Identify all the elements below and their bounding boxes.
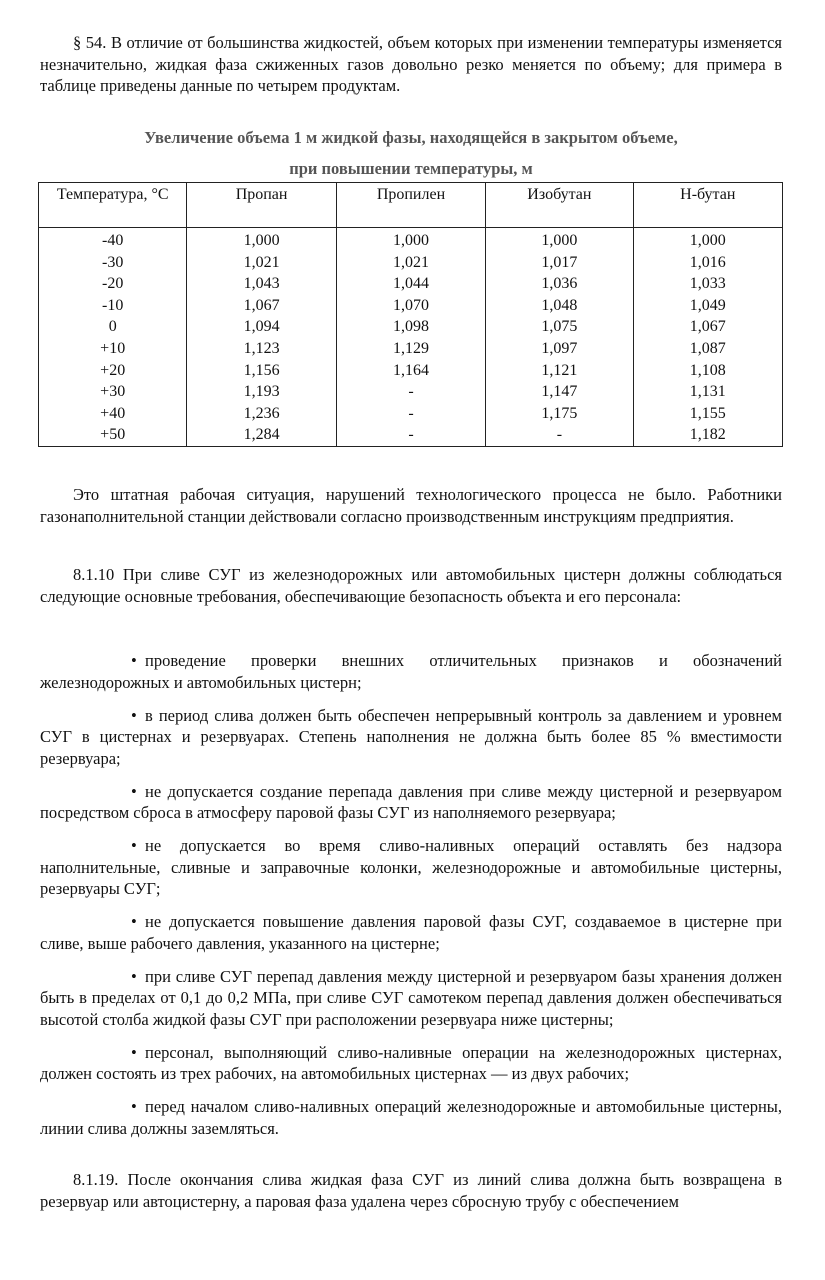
list-item (40, 911, 782, 954)
table-cell: 1,131 (633, 381, 782, 403)
table-cell: - (336, 403, 485, 425)
table-cell: 1,016 (633, 252, 782, 274)
table-row (39, 403, 783, 425)
table-cell: 1,094 (187, 316, 336, 338)
table-cell: - (486, 424, 633, 446)
table-cell: 1,156 (187, 360, 336, 382)
header-n-butane: Н-бутан (633, 183, 782, 228)
table-cell: 1,147 (486, 381, 633, 403)
table-row (39, 316, 783, 338)
bullet-icon: • (131, 781, 137, 801)
table-cell: 1,067 (187, 295, 336, 317)
list-item (40, 705, 782, 770)
table-cell: 1,098 (336, 316, 485, 338)
table-cell: +10 (39, 338, 187, 360)
table-cell: 0 (39, 316, 187, 338)
requirements-list (40, 650, 782, 1151)
list-item-text: в период слива должен быть обеспечен непрерывный контроль за давлением и уровнем СУГ в цистернах и резервуарах. Степень наполнения не должна быть более 85 % вместимости резервуара; (40, 705, 782, 768)
table-cell: 1,123 (187, 338, 336, 360)
header-temperature: Температура, °С (39, 183, 187, 228)
table-caption-line1: Увеличение объема 1 м жидкой фазы, находящейся в закрытом объеме, (144, 128, 678, 147)
table-cell: 1,108 (633, 360, 782, 382)
table-cell: 1,284 (187, 424, 336, 446)
table-cell: +50 (39, 424, 187, 446)
list-item-text: не допускается повышение давления паровой фазы СУГ, создаваемое в цистерне при сливе, выше рабочего давления, указанного на цистерне; (40, 912, 782, 953)
table-cell: 1,236 (187, 403, 336, 425)
table-cell: -20 (39, 273, 187, 295)
list-item (40, 966, 782, 1031)
table-row (39, 360, 783, 382)
table-cell: +20 (39, 360, 187, 382)
table-cell: 1,193 (187, 381, 336, 403)
table-cell: 1,000 (486, 228, 633, 252)
table-cell: - (336, 424, 485, 446)
bullet-icon: • (131, 836, 137, 855)
table-cell: 1,164 (336, 360, 485, 382)
table-cell: 1,021 (336, 252, 485, 274)
table-cell: 1,129 (336, 338, 485, 360)
table-cell: -10 (39, 295, 187, 317)
intro-paragraph: § 54. В отличие от большинства жидкостей, объем которых при изменении температуры изменяется незначительно, жидкая фаза сжиженных газов довольно резко меняется по объему; для примера в таблице приведены данные по четырем продуктам. (40, 33, 782, 95)
list-item-text: при сливе СУГ перепад давления между цистерной и резервуаром базы хранения должен быть в пределах от 0,1 до 0,2 МПа, при сливе СУГ самотеком перепад давления должен обеспечиваться высотой столба жидкой фазы СУГ при расположении резервуара ниже цистерны; (40, 966, 782, 1029)
table-body (39, 228, 783, 447)
table-cell: 1,048 (486, 295, 633, 317)
table-cell: 1,067 (633, 316, 782, 338)
list-item-text: перед началом сливо-наливных операций железнодорожные и автомобильные цистерны, линии слива должны заземляться. (40, 1097, 782, 1138)
table-row (39, 228, 783, 252)
table-cell: 1,075 (486, 316, 633, 338)
table-caption-line2: при повышении температуры, м (289, 159, 533, 178)
table-cell: - (336, 381, 485, 403)
list-item-text: персонал, выполняющий сливо-наливные операции на железнодорожных цистернах, должен состоять из трех рабочих, на автомобильных цистернах — из двух рабочих; (40, 1042, 782, 1083)
volume-expansion-table (38, 182, 783, 447)
table-header-row (39, 183, 783, 228)
list-item-text: не допускается создание перепада давления при сливе между цистерной и резервуаром посредством сброса в атмосферу паровой фазы СУГ из наполняемого резервуара; (40, 781, 782, 822)
table-row (39, 338, 783, 360)
table-cell: 1,000 (187, 228, 336, 252)
table-cell: 1,097 (486, 338, 633, 360)
table-cell: 1,155 (633, 403, 782, 425)
table-row (39, 295, 783, 317)
bullet-icon: • (131, 1097, 137, 1116)
bullet-icon: • (131, 1042, 137, 1062)
table-cell: 1,021 (187, 252, 336, 274)
requirements-paragraph: 8.1.10 При сливе СУГ из железнодорожных или автомобильных цистерн должны соблюдаться следующие основные требования, обеспечивающие безопасность объекта и его персонала: (40, 565, 782, 606)
list-item (40, 1042, 782, 1085)
list-item (40, 781, 782, 824)
table-row (39, 381, 783, 403)
header-propylene: Пропилен (336, 183, 485, 228)
header-isobutane: Изобутан (486, 183, 633, 228)
list-item-text: не допускается во время сливо-наливных операций оставлять без надзора наполнительные, сливные и заправочные колонки, железнодорожные и автомобильные цистерны, резервуары СУГ; (40, 836, 782, 898)
list-item-text: проведение проверки внешних отличительных признаков и обозначений железнодорожных и автомобильных цистерн; (40, 651, 782, 692)
table-cell: +40 (39, 403, 187, 425)
bullet-icon: • (131, 912, 137, 931)
table-cell: +30 (39, 381, 187, 403)
table-cell: 1,043 (187, 273, 336, 295)
bullet-icon: • (131, 705, 137, 725)
table-cell: 1,049 (633, 295, 782, 317)
table-cell: -40 (39, 228, 187, 252)
table-row (39, 273, 783, 295)
table-cell: 1,000 (633, 228, 782, 252)
list-item (40, 650, 782, 693)
table-cell: 1,044 (336, 273, 485, 295)
table-cell: 1,033 (633, 273, 782, 295)
header-propane: Пропан (187, 183, 336, 228)
list-item (40, 835, 782, 900)
list-item (40, 1096, 782, 1139)
table-cell: 1,087 (633, 338, 782, 360)
section-8-1-19-paragraph: 8.1.19. После окончания слива жидкая фаза СУГ из линий слива должна быть возвращена в резервуар или автоцистерну, а паровая фаза удалена через сбросную трубу с обеспечением (40, 1170, 782, 1211)
table-cell: 1,182 (633, 424, 782, 446)
bullet-icon: • (131, 966, 137, 986)
table-cell: 1,000 (336, 228, 485, 252)
table-row (39, 252, 783, 274)
bullet-icon: • (131, 651, 137, 670)
table-row (39, 424, 783, 446)
table-cell: 1,070 (336, 295, 485, 317)
table-cell: 1,175 (486, 403, 633, 425)
table-cell: -30 (39, 252, 187, 274)
situation-paragraph: Это штатная рабочая ситуация, нарушений технологического процесса не было. Работники газонаполнительной станции действовали согласно производственным инструкциям предприятия. (40, 485, 782, 526)
table-cell: 1,121 (486, 360, 633, 382)
table-cell: 1,017 (486, 252, 633, 274)
table-cell: 1,036 (486, 273, 633, 295)
